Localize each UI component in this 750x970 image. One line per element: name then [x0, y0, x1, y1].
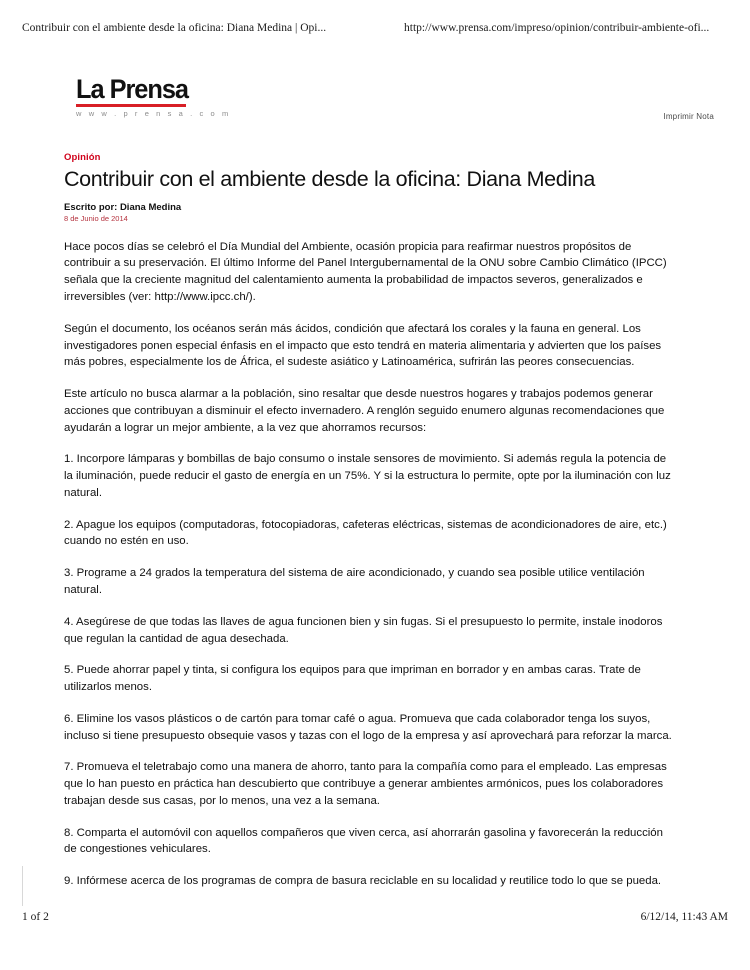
- article-paragraph: Según el documento, los océanos serán más ácidos, condición que afectará los corales y la fauna en general. Los investigadores ponen especial énfasis en el impacto que esto tendrá en materia alimentaria y advierten que los países más pobres, especialmente los de África, el sudeste asiático y Latinoamérica, sufrirán las peores consecuencias.: [64, 322, 662, 369]
- logo-red-rule: [76, 104, 186, 107]
- print-frame-rule: [22, 866, 23, 906]
- page-title: Contribuir con el ambiente desde la oficina: Diana Medina: [64, 167, 596, 191]
- article-paragraph: 9. Infórmese acerca de los programas de compra de basura reciclable en su localidad y reutilice todo lo que se pueda.: [64, 875, 662, 888]
- la-prensa-logo[interactable]: [76, 74, 231, 118]
- article-paragraph: 3. Programe a 24 grados la temperatura del sistema de aire acondicionado, y cuando sea posible utilice ventilación natural.: [64, 567, 645, 596]
- article-body: [64, 239, 672, 890]
- article-paragraph: Este artículo no busca alarmar a la población, sino resaltar que desde nuestros hogares y trabajos podemos generar acciones que contribuyan a disminuir el efecto invernadero. A renglón seguido enumero algunas recomendaciones que ayudarán a lograr un mejor ambiente, a la vez que ahorramos recursos:: [64, 388, 665, 434]
- article-paragraph: 1. Incorpore lámparas y bombillas de bajo consumo o instale sensores de movimiento. Si además regula la potencia de la iluminación, puede reducir el gasto de energía en un 75%. Y si la estructura lo permite, opte por la iluminación con luz natural.: [64, 453, 671, 499]
- article-paragraph: 7. Promueva el teletrabajo como una manera de ahorro, tanto para la compañía como para el empleado. Las empresas que lo han puesto en práctica han descubierto que contribuye a generar ambientes armónicos, pues los colaboradores trabajan desde sus casas, por lo menos, una vez a la semana.: [64, 761, 667, 807]
- section-kicker[interactable]: Opinión: [64, 152, 101, 163]
- article-paragraph: Hace pocos días se celebró el Día Mundial del Ambiente, ocasión propicia para reafirmar nuestros propósitos de contribuir a su preservación. El último Informe del Panel Intergubernamental de la ONU sobre Cambio Climático (IPCC) señala que la creciente magnitud del calentamiento aumenta la probabilidad de impactos severos, generalizados e irreversibles (ver: http://www.ipcc.ch/).: [64, 240, 667, 304]
- article-paragraph: 4. Asegúrese de que todas las llaves de agua funcionen bien y sin fugas. Si el presupuesto lo permite, instale inodoros que regulan la cantidad de agua desechada.: [64, 615, 663, 645]
- article-paragraph: 6. Elimine los vasos plásticos o de cartón para tomar café o agua. Promueva que cada colaborador tenga los suyos, incluso si tiene presupuesto obsequie vasos y tazas con el logo de la empresa y así aprovechará para reforzar la marca.: [64, 712, 672, 742]
- article-byline: Escrito por: Diana Medina: [64, 201, 182, 213]
- print-footer-timestamp: 6/12/14, 11:43 AM: [640, 911, 728, 923]
- print-header-url: http://www.prensa.com/impreso/opinion/contribuir-ambiente-ofi...: [404, 22, 710, 34]
- print-note-link[interactable]: Imprimir Nota: [663, 112, 714, 121]
- logo-website-text: w w w . p r e n s a . c o m: [76, 109, 231, 118]
- print-header-title: Contribuir con el ambiente desde la oficina: Diana Medina | Opi...: [22, 22, 327, 34]
- article-paragraph: 5. Puede ahorrar papel y tinta, si configura los equipos para que impriman en borrador y en ambas caras. Trate de utilizarlos menos.: [64, 664, 641, 694]
- article: [64, 152, 672, 890]
- print-footer-page: 1 of 2: [22, 911, 49, 923]
- print-footer: [0, 911, 750, 925]
- article-publish-date: 8 de Junio de 2014: [64, 213, 128, 223]
- article-paragraph: 8. Comparta el automóvil con aquellos compañeros que viven cerca, así ahorrarán gasolina y favorecerán la reducción de congestiones vehiculares.: [64, 826, 663, 856]
- print-header: [0, 22, 750, 38]
- logo-wordmark: La Prensa: [76, 74, 189, 104]
- article-paragraph: 2. Apague los equipos (computadoras, fotocopiadoras, cafeteras eléctricas, sistemas de acondicionadores de aire, etc.) cuando no estén en uso.: [64, 518, 667, 548]
